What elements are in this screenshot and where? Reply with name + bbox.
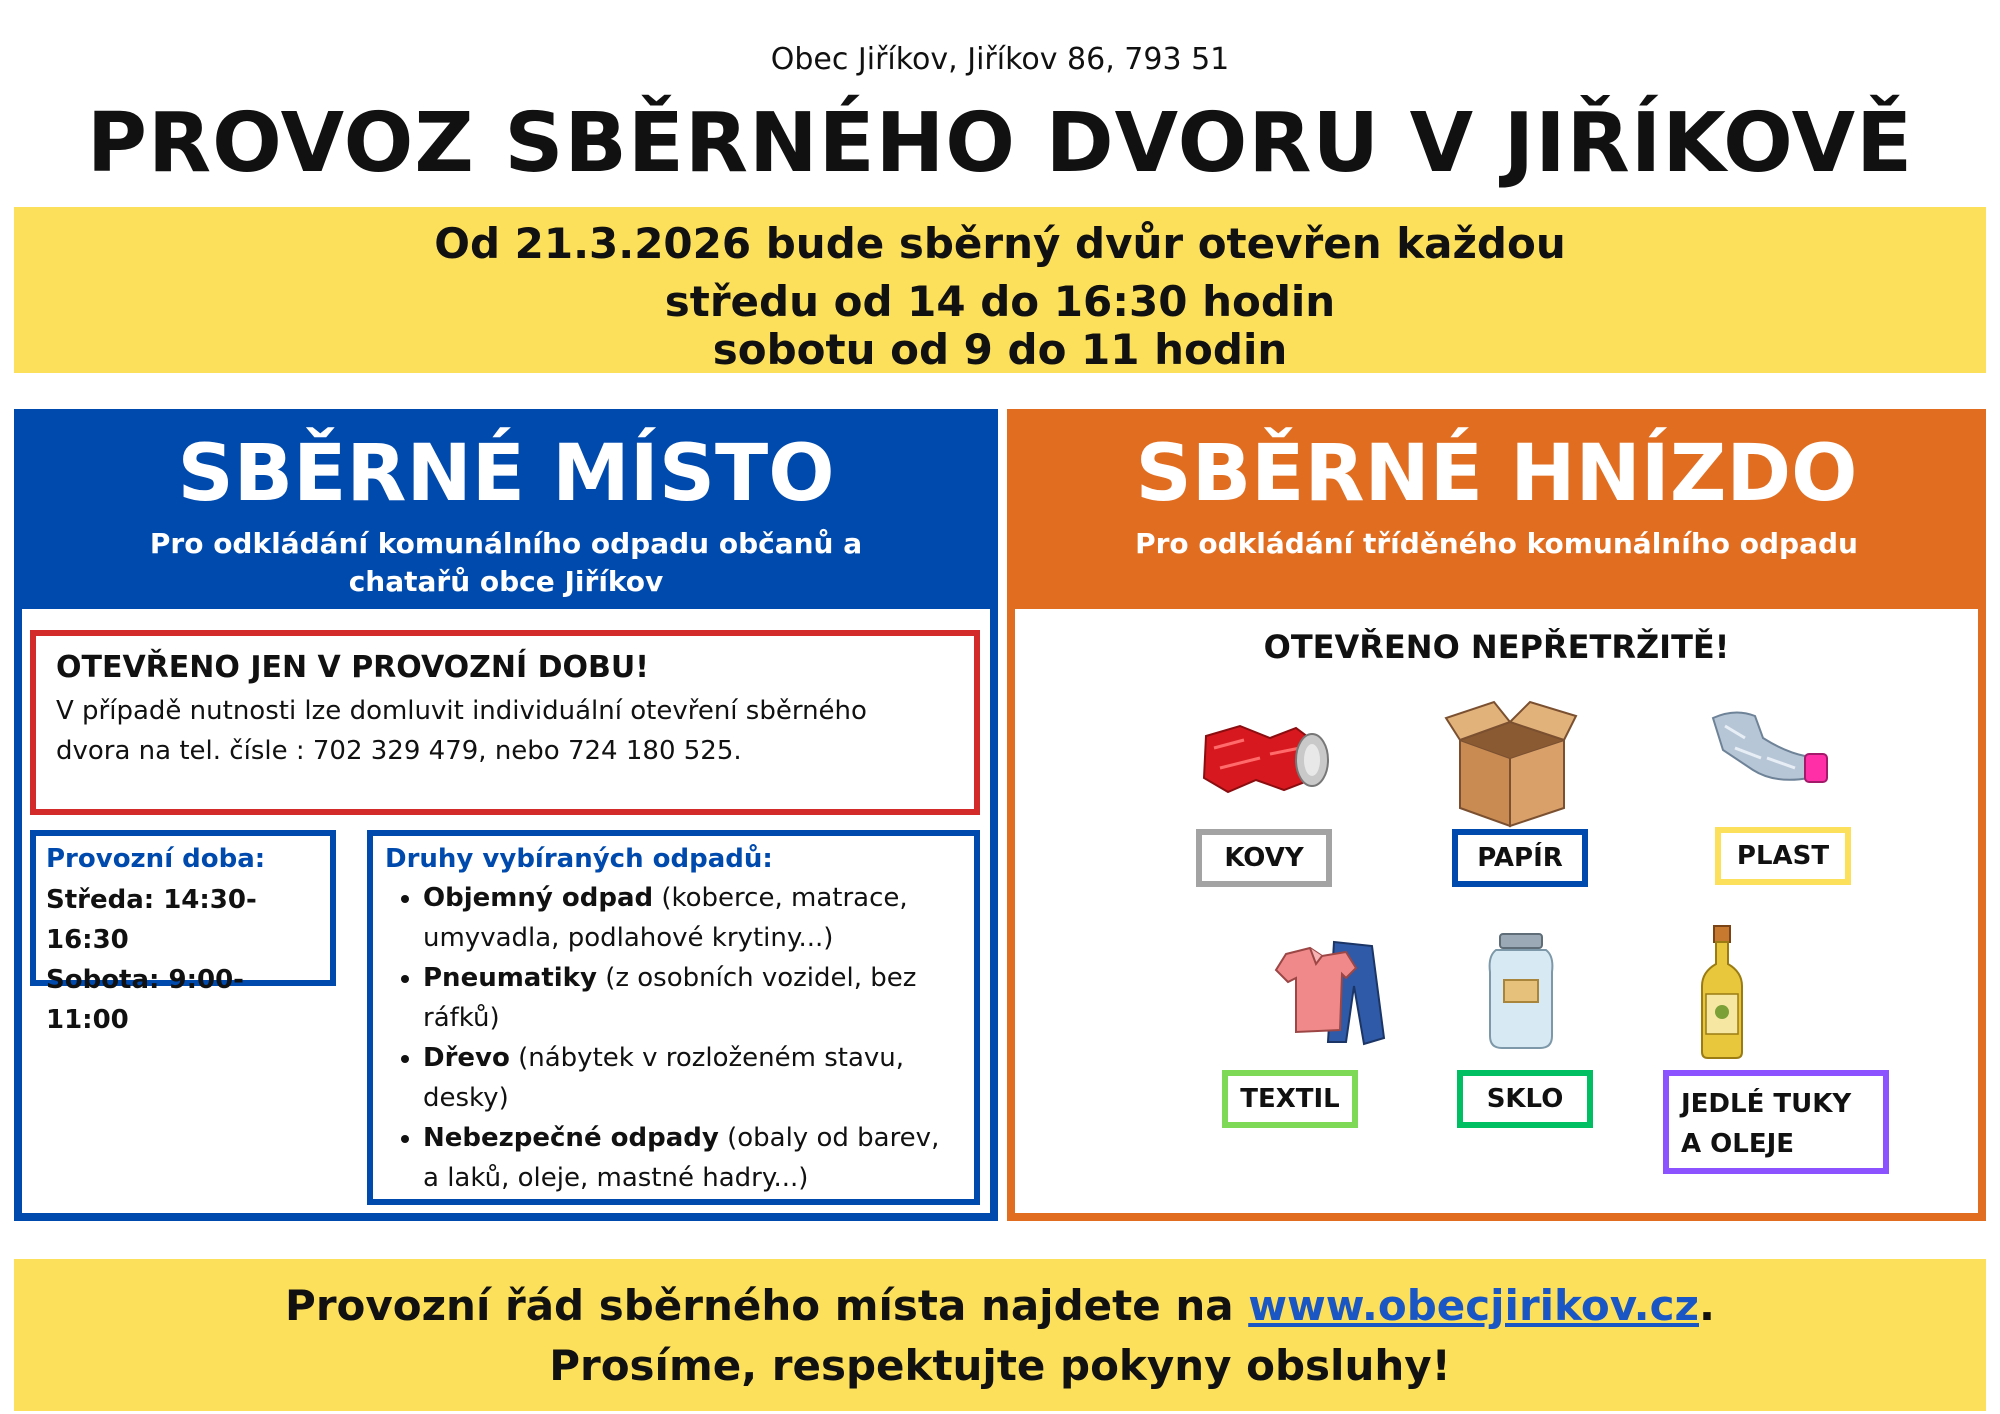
cardboard-box-icon (1440, 700, 1580, 830)
collection-nest-header (1007, 409, 1986, 609)
website-link[interactable]: www.obecjirikov.cz (1248, 1281, 1699, 1330)
footer-line-2: Prosíme, respektujte pokyny obsluhy! (549, 1341, 1451, 1390)
notice-text: V případě nutnosti lze domluvit individuální otevření sběrného dvora na tel. čísle : 702 329 479, nebo 724 180 525. (56, 696, 867, 766)
hours-saturday: Sobota: 9:00-11:00 (46, 965, 244, 1035)
banner-line-2: středu od 14 do 16:30 hodin (664, 277, 1336, 326)
waste-types-box (367, 830, 980, 1205)
collection-point-title: SBĚRNÉ MÍSTO (177, 429, 835, 519)
plastic-bottle-icon (1705, 708, 1835, 788)
collection-point-subtitle-1: Pro odkládání komunálního odpadu občanů a (149, 527, 863, 560)
opening-hours-banner (14, 207, 1986, 373)
banner-line-1: Od 21.3.2026 bude sběrný dvůr otevřen každou (434, 219, 1566, 268)
list-item: • Nebezpečné odpady (obaly od barev, a laků, oleje, mastné hadry...) (423, 1118, 962, 1198)
header-address: Obec Jiříkov, Jiříkov 86, 793 51 (770, 42, 1230, 77)
page-title: PROVOZ SBĚRNÉHO DVORU V JIŘÍKOVĚ (86, 96, 1914, 191)
category-textil: TEXTIL (1222, 1070, 1358, 1128)
list-item: • Dřevo (nábytek v rozloženém stavu, desky) (423, 1038, 962, 1118)
notice-title: OTEVŘENO JEN V PROVOZNÍ DOBU! (56, 650, 649, 685)
oil-bottle-icon (1700, 924, 1744, 1060)
collection-point-subtitle-2: chatařů obce Jiříkov (348, 565, 664, 598)
collection-nest-subtitle: Pro odkládání tříděného komunálního odpadu (1135, 527, 1858, 560)
notice-box (30, 630, 980, 815)
hours-wednesday: Středa: 14:30-16:30 (46, 885, 257, 955)
list-item: • Objemný odpad (koberce, matrace, umyvadla, podlahové krytiny...) (423, 878, 962, 958)
category-plast: PLAST (1715, 827, 1851, 885)
footer-period: . (1698, 1281, 1715, 1330)
banner-line-3: sobotu od 9 do 11 hodin (712, 325, 1288, 374)
collection-nest-title: SBĚRNÉ HNÍZDO (1135, 429, 1858, 519)
category-kovy: KOVY (1196, 829, 1332, 887)
operating-hours-box (30, 830, 336, 1035)
open-nonstop-note: OTEVŘENO NEPŘETRŽITĚ! (1263, 628, 1730, 666)
operating-hours-title: Provozní doba: (46, 844, 266, 874)
glass-jar-icon (1486, 932, 1556, 1052)
category-papir: PAPÍR (1452, 829, 1588, 887)
footer-line-1 (14, 1281, 1986, 1330)
waste-types-title: Druhy vybíraných odpadů: (385, 844, 773, 874)
footer-text: Provozní řád sběrného místa najdete na (285, 1281, 1249, 1330)
footer-banner (14, 1259, 1986, 1411)
crushed-can-icon (1200, 718, 1332, 798)
list-item: • Pneumatiky (z osobních vozidel, bez ráfků) (423, 958, 962, 1038)
category-sklo: SKLO (1457, 1070, 1593, 1128)
waste-types-list (385, 878, 962, 1198)
category-oleje: JEDLÉ TUKY A OLEJE (1663, 1070, 1889, 1174)
clothing-icon (1272, 938, 1390, 1050)
collection-point-header (14, 409, 998, 609)
